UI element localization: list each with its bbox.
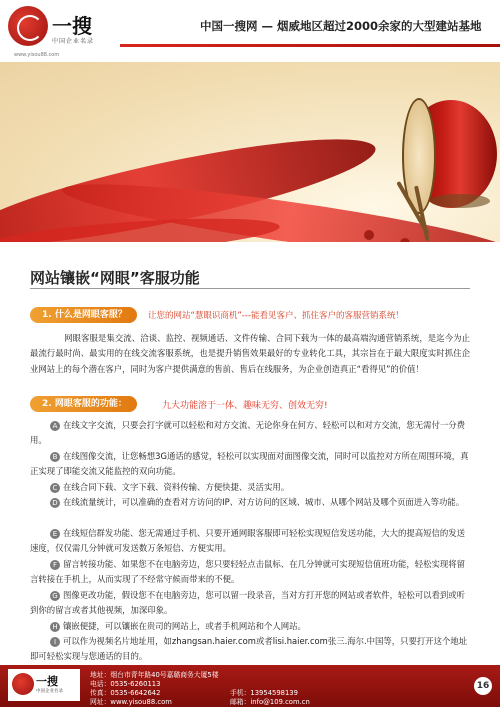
q1-label: 1. 什么是网眼客服？ xyxy=(30,307,137,323)
page-header xyxy=(0,0,500,62)
feature-text: 在线合同下载、文字下载、资料传输、方便快捷、灵活实用。 xyxy=(63,482,290,492)
footer-website: 网址：www.yisou88.com xyxy=(90,698,172,706)
q2-label: 2. 网眼客服的功能： xyxy=(30,396,137,412)
page-number: 16 xyxy=(474,677,492,695)
q1-paragraph xyxy=(30,331,470,377)
brand-subtitle: 中国企业名录 xyxy=(52,38,95,45)
title-divider xyxy=(30,288,470,289)
feature-badge: I xyxy=(50,637,60,647)
drum-rim xyxy=(430,194,490,208)
feature-badge: D xyxy=(50,498,60,508)
footer-seal-icon xyxy=(12,673,34,695)
drumstick-head xyxy=(400,238,410,242)
feature-item xyxy=(30,619,470,634)
brand-logo xyxy=(8,6,118,58)
footer-mobile: 手机：13954598139 xyxy=(230,689,298,697)
feature-item xyxy=(30,480,470,495)
feature-item xyxy=(30,557,470,588)
brand-seal-icon xyxy=(8,6,48,46)
feature-badge: E xyxy=(50,529,60,539)
brand-name: 一搜 xyxy=(52,14,92,38)
feature-badge: B xyxy=(50,452,60,462)
feature-badge: A xyxy=(50,421,60,431)
drumstick-head xyxy=(364,230,374,240)
feature-text: 在线文字交流，只要会打字就可以轻松和对方交流、无论你身在何方、轻松可以和对方交流，您无需付一分费用。 xyxy=(30,420,465,446)
footer-brand-subtitle: 中国企业名录 xyxy=(36,689,63,694)
q1-note: 让您的网站“慧眼识商机”---能看见客户、抓住客户的客服营销系统！ xyxy=(148,311,405,321)
feature-text: 在线图像交流，让您畅想3G通话的感觉，轻松可以实现面对面图像交流，同时可以监控对方所在周围环境，真正实现了即能交流又能监控的双向功能。 xyxy=(30,451,469,477)
feature-item xyxy=(30,526,470,557)
header-divider xyxy=(120,44,500,47)
feature-badge: H xyxy=(50,622,60,632)
feature-item xyxy=(30,634,470,665)
feature-item xyxy=(30,449,470,480)
header-tagline: 中国一搜网 — 烟威地区超过2000余家的大型建站基地 xyxy=(200,19,482,33)
section-title: 网站镶嵌“网眼”客服功能 xyxy=(30,269,200,287)
feature-text: 在线流量统计，可以准确的查看对方访问的IP、对方访问的区域、城市、从哪个网站及哪个页面进入等功能。 xyxy=(63,497,465,507)
feature-text: 镶嵌便捷，可以镶嵌在贵司的网站上，或者手机网站和个人网站。 xyxy=(63,621,306,631)
feature-text: 留言转接功能、如果您不在电脑旁边，您只要轻轻点击鼠标、在几分钟就可实现短信值班功能，轻松实现将留言转接在手机上，从而实现了不经常守候而带来的不便。 xyxy=(30,559,465,585)
footer-address: 地址：烟台市青年路40号嘉璐商务大厦5楼 xyxy=(90,671,219,679)
page-footer xyxy=(0,665,500,707)
hero-banner xyxy=(0,62,500,242)
feature-text: 可以作为视频名片地址用，如zhangsan.haier.com或者lisi.haier.com张三.海尔.中国等，只要打开这个地址即可轻松实现与您通话的目的。 xyxy=(30,636,468,662)
feature-item xyxy=(30,495,470,510)
feature-item xyxy=(30,418,470,449)
footer-phone: 电话：0535-6260113 xyxy=(90,680,161,688)
feature-badge: F xyxy=(50,560,60,570)
footer-email: 邮箱：info@109.com.cn xyxy=(230,698,310,706)
feature-text: 在线短信群发功能、您无需通过手机、只要开通网眼客服即可轻松实现短信发送功能，大大的提高短信的发送速度，仅仅需几分钟就可发送数万条短信、方便实用。 xyxy=(30,528,465,554)
feature-text: 图像更改功能，假设您不在电脑旁边，您可以留一段录音，当对方打开您的网站或者软件，轻松可以看到或听到你的留言或者其他视频，加深印象。 xyxy=(30,590,465,616)
feature-item xyxy=(30,588,470,619)
feature-badge: G xyxy=(50,591,60,601)
brand-url: www.yisou88.com xyxy=(14,52,60,58)
q1-body: 网眼客服是集交流、洽谈、监控、视频通话、文件传输、合同下载为一体的最高端沟通营销系统，是迄今为止最流行最时尚、最实用的在线交流客服系统，也是提升销售效果最好的专业转化工具，其宗旨在于最大限度实时抓住企业网站上的每个潜在客户，同时为客户提供满意的售前、售后在线服务，为企业创造真正“看得见”的价值！ xyxy=(30,333,470,374)
q2-note: 九大功能溶于一体、趣味无穷、创效无穷! xyxy=(162,401,328,411)
footer-brand: 一搜 xyxy=(36,675,58,688)
feature-badge: C xyxy=(50,483,60,493)
footer-fax: 传真：0535-6642642 xyxy=(90,689,161,697)
